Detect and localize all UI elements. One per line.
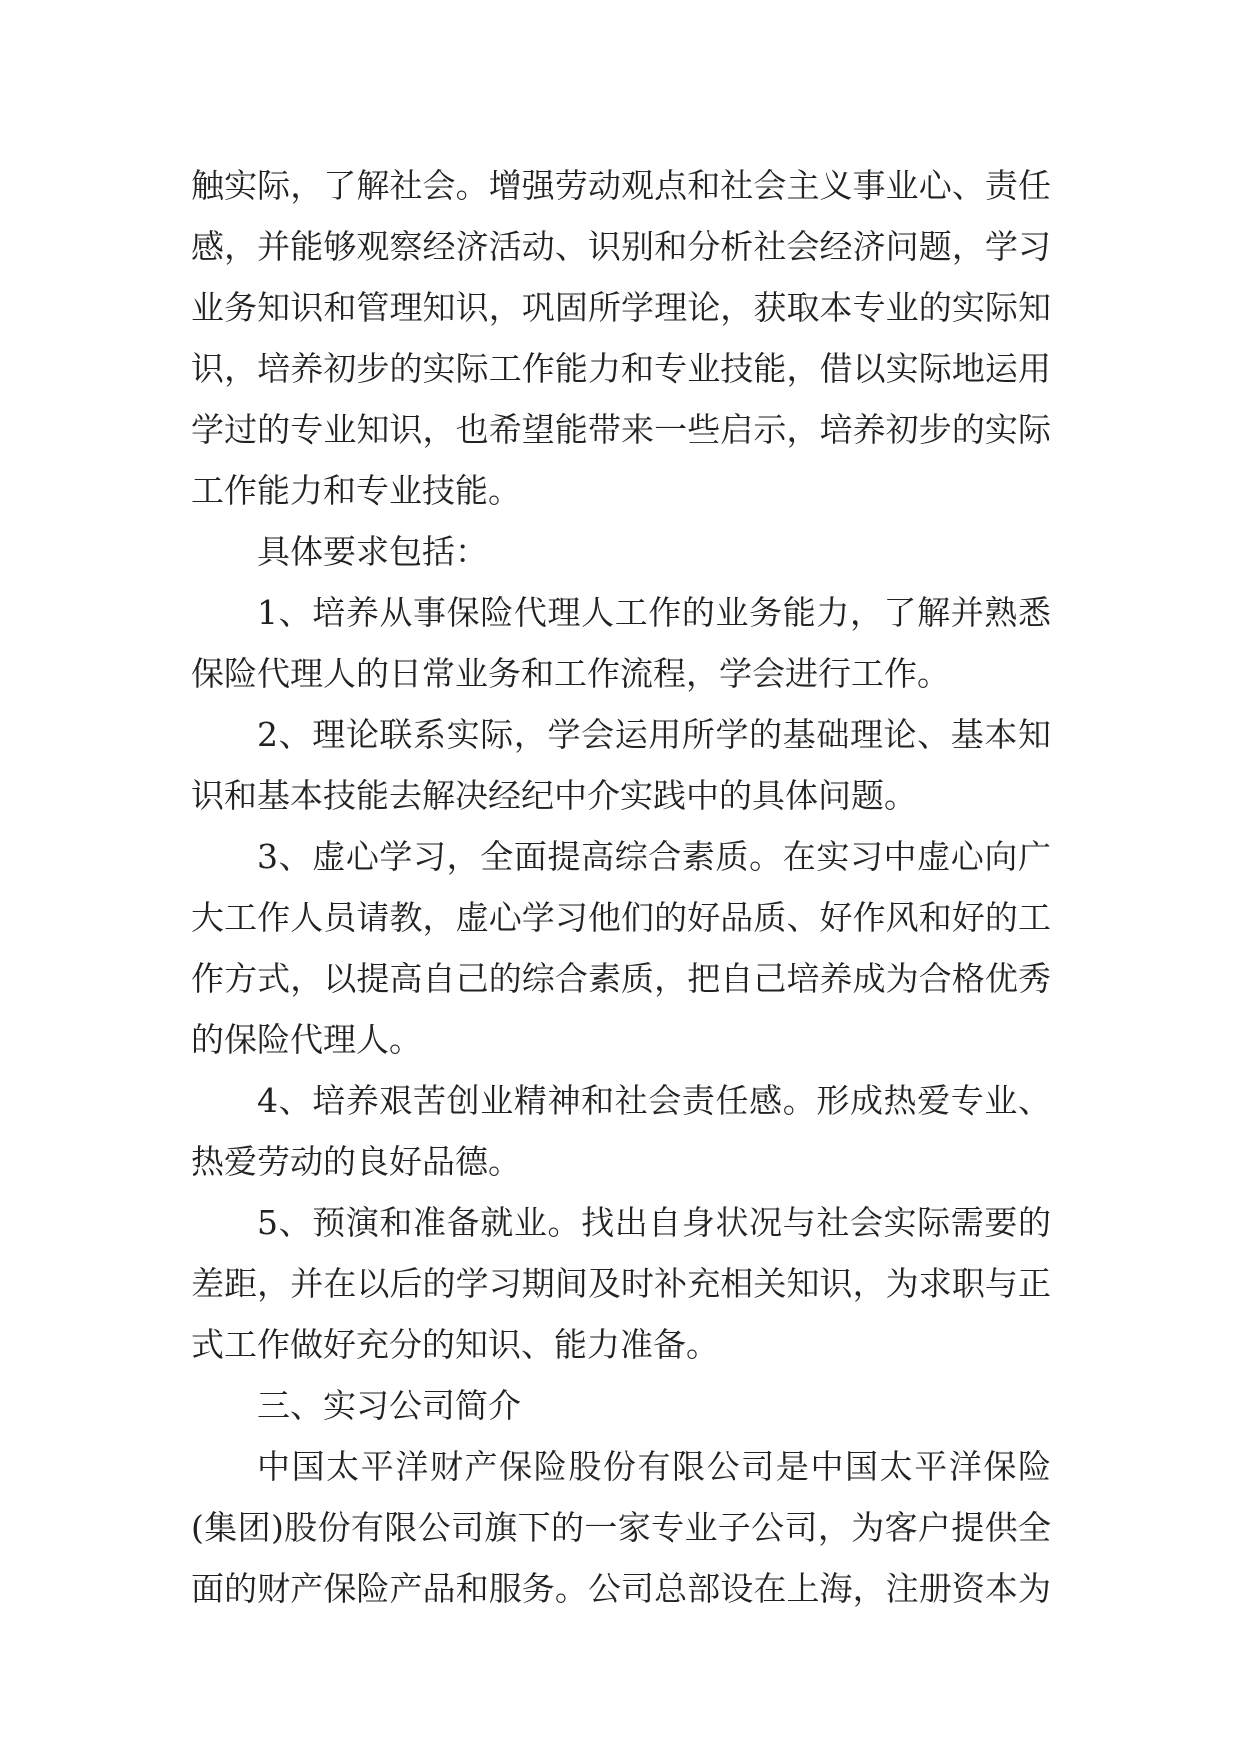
requirement-3-line: 作方式，以提高自己的综合素质，把自己培养成为合格优秀: [191, 959, 1051, 998]
requirement-1-line: 保险代理人的日常业务和工作流程，学会进行工作。: [191, 654, 950, 693]
company-intro-line: (集团)股份有限公司旗下的一家专业子公司，为客户提供全: [191, 1508, 1051, 1547]
text-line: 识，培养初步的实际工作能力和专业技能，借以实际地运用: [191, 349, 1051, 388]
document-body: [191, 155, 1051, 1619]
requirement-5-line: 式工作做好充分的知识、能力准备。: [191, 1325, 719, 1364]
requirement-1-line: 1、培养从事保险代理人工作的业务能力，了解并熟悉: [257, 593, 1051, 632]
requirement-2-line: 2、理论联系实际，学会运用所学的基础理论、基本知: [257, 715, 1051, 754]
company-intro-line: 面的财产保险产品和服务。公司总部设在上海，注册资本为: [191, 1569, 1051, 1608]
requirement-5-line: 差距，并在以后的学习期间及时补充相关知识，为求职与正: [191, 1264, 1051, 1303]
text-line: 工作能力和专业技能。: [191, 471, 521, 510]
requirement-4-line: 热爱劳动的良好品德。: [191, 1142, 521, 1181]
requirement-4-line: 4、培养艰苦创业精神和社会责任感。形成热爱专业、: [257, 1081, 1051, 1120]
requirement-5-line: 5、预演和准备就业。找出自身状况与社会实际需要的: [257, 1203, 1051, 1242]
company-intro-line: 中国太平洋财产保险股份有限公司是中国太平洋保险: [257, 1447, 1051, 1486]
text-line: 触实际，了解社会。增强劳动观点和社会主义事业心、责任: [191, 166, 1051, 205]
section-intro: 具体要求包括：: [257, 532, 488, 571]
requirement-2-line: 识和基本技能去解决经纪中介实践中的具体问题。: [191, 776, 917, 815]
text-line: 业务知识和管理知识，巩固所学理论，获取本专业的实际知: [191, 288, 1051, 327]
requirement-3-line: 大工作人员请教，虚心学习他们的好品质、好作风和好的工: [191, 898, 1051, 937]
section-heading: 三、实习公司简介: [257, 1386, 521, 1425]
text-line: 学过的专业知识，也希望能带来一些启示，培养初步的实际: [191, 410, 1051, 449]
requirement-3-line: 3、虚心学习，全面提高综合素质。在实习中虚心向广: [257, 837, 1051, 876]
text-line: 感，并能够观察经济活动、识别和分析社会经济问题，学习: [191, 227, 1051, 266]
requirement-3-line: 的保险代理人。: [191, 1020, 422, 1059]
